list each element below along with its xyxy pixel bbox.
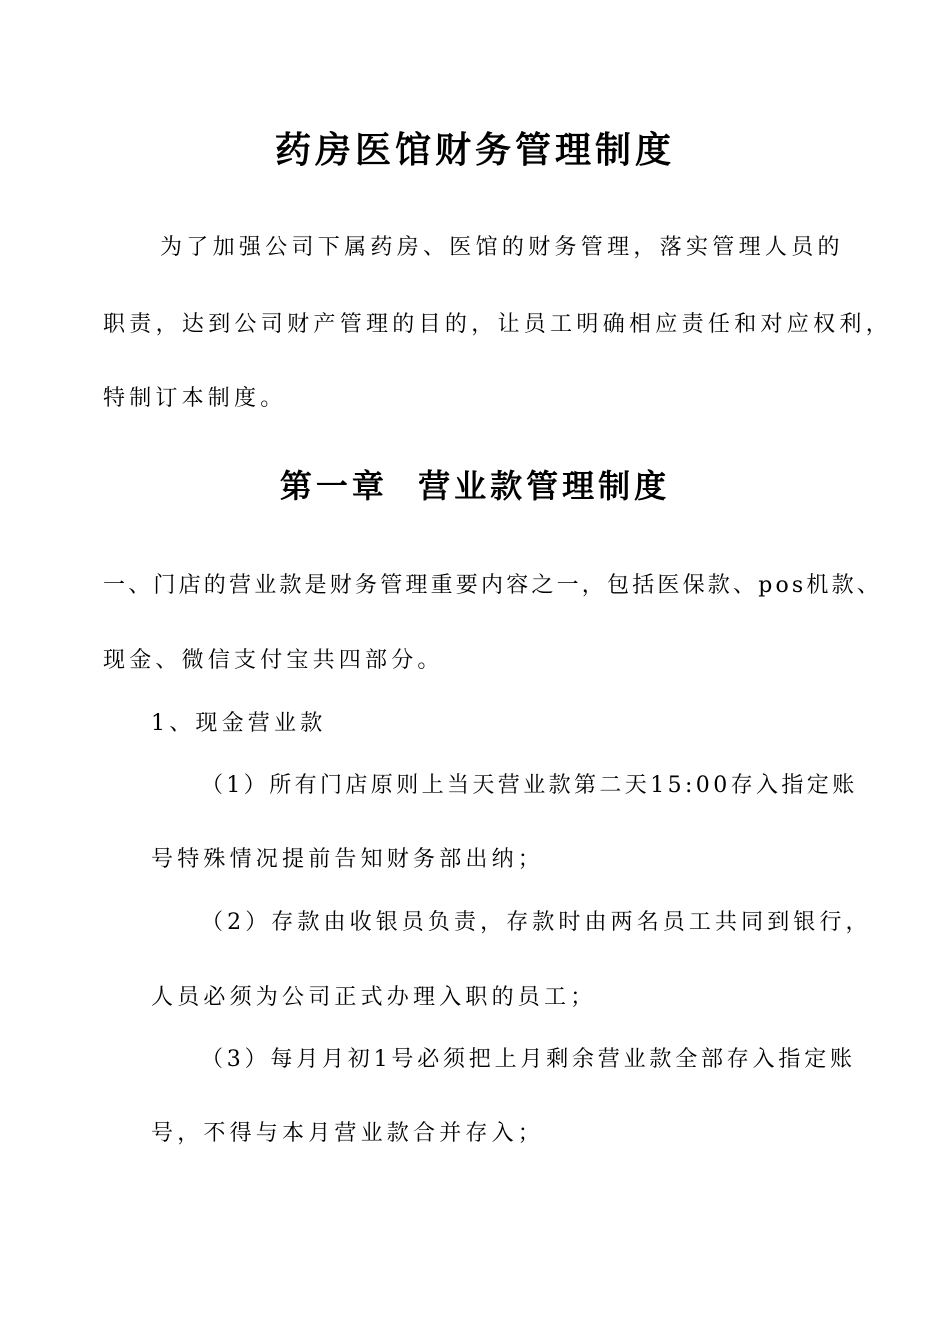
intro-line-1: 为了加强公司下属药房、医馆的财务管理，落实管理人员的 bbox=[160, 235, 844, 260]
rule-2-line-1: （2）存款由收银员负责，存款时由两名员工共同到银行， bbox=[201, 910, 872, 935]
chapter-title: 第一章 营业款管理制度 bbox=[279, 467, 671, 505]
document-title: 药房医馆财务管理制度 bbox=[274, 129, 675, 171]
section-1-line-2: 现金、微信支付宝共四部分。 bbox=[103, 648, 444, 673]
rule-1-line-1: （1）所有门店原则上当天营业款第二天15:00存入指定账 bbox=[201, 773, 858, 798]
rule-2-line-2: 人员必须为公司正式办理入职的员工； bbox=[151, 985, 597, 1010]
rule-3-line-1: （3）每月月初1号必须把上月剩余营业款全部存入指定账 bbox=[201, 1047, 856, 1072]
intro-line-2: 职责，达到公司财产管理的目的，让员工明确相应责任和对应权利， bbox=[103, 312, 893, 337]
rule-3-line-2: 号，不得与本月营业款合并存入； bbox=[151, 1121, 545, 1146]
intro-line-3: 特制订本制度。 bbox=[103, 386, 287, 411]
section-1-line-1: 一、门店的营业款是财务管理重要内容之一，包括医保款、pos机款、 bbox=[103, 573, 883, 598]
item-1-heading: 1、现金营业款 bbox=[151, 711, 327, 736]
rule-1-line-2: 号特殊情况提前告知财务部出纳； bbox=[151, 847, 545, 872]
